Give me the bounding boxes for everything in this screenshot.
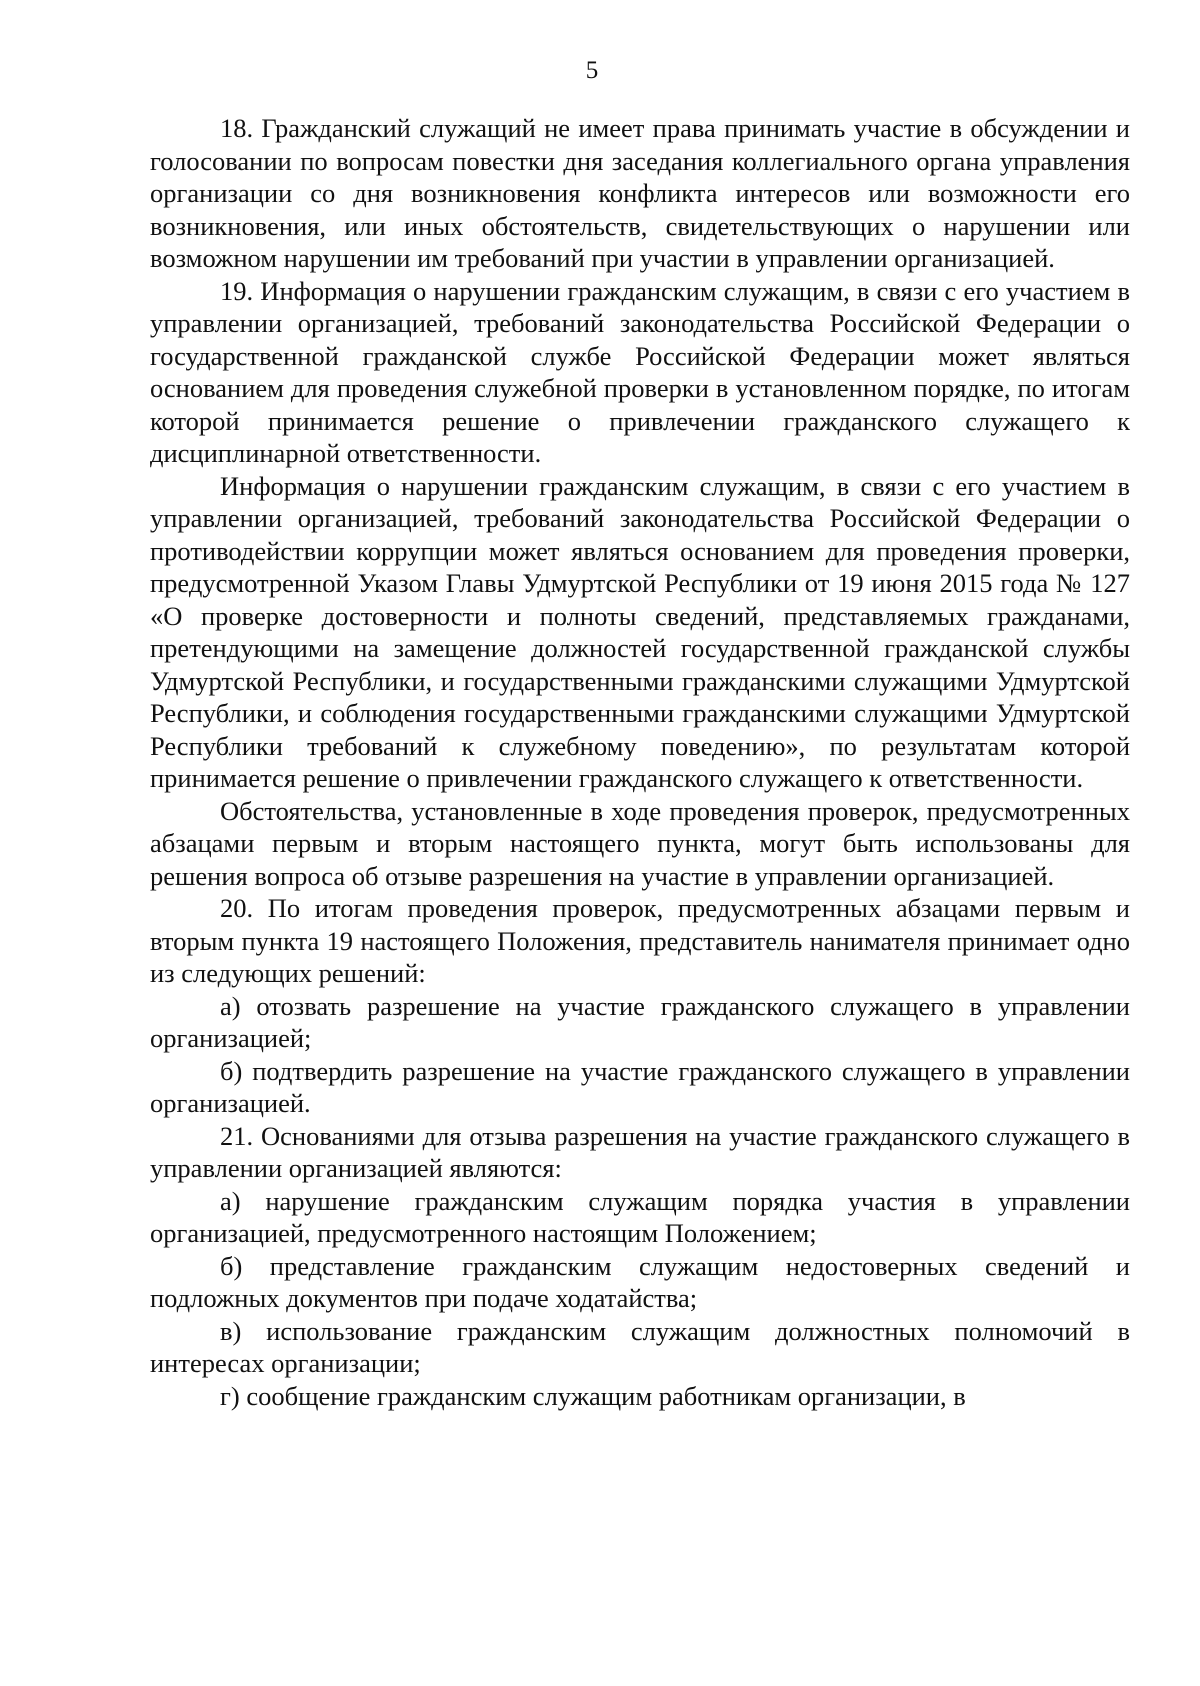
page-number: 5: [585, 57, 599, 84]
document-body: [150, 112, 1130, 1412]
paragraph-21-item-g: г) сообщение гражданским служащим работникам организации, в: [220, 1380, 966, 1411]
paragraph-19-part-3: Обстоятельства, установленные в ходе проведения проверок, предусмотренных абзацами первым и вторым настоящего пункта, могут быть использованы для решения вопроса об отзыве разрешения на участие в управлении организацией.: [150, 795, 1130, 891]
paragraph-21-item-a: а) нарушение гражданским служащим порядка участия в управлении организацией, предусмотренного настоящим Положением;: [150, 1185, 1130, 1248]
paragraph-19-part-2: Информация о нарушении гражданским служащим, в связи с его участием в управлении организацией, требований законодательства Российской Федерации о противодействии коррупции может являться основанием для проведения проверки, предусмотренной Указом Главы Удмуртской Республики от 19 июня 2015 года № 127 «О проверке достоверности и полноты сведений, представляемых гражданами, претендующими на замещение должностей государственной гражданской службы Удмуртской Республики, и государственными гражданскими служащими Удмуртской Республики, и соблюдения государственными гражданскими служащими Удмуртской Республики требований к служебному поведению», по результатам которой принимается решение о привлечении гражданского служащего к ответственности.: [150, 470, 1130, 793]
paragraph-21-item-v: в) использование гражданским служащим должностных полномочий в интересах организации;: [150, 1315, 1130, 1378]
paragraph-21: 21. Основаниями для отзыва разрешения на участие гражданского служащего в управлении организацией являются:: [150, 1120, 1130, 1183]
paragraph-20-item-a: а) отозвать разрешение на участие гражданского служащего в управлении организацией;: [150, 990, 1130, 1053]
paragraph-18: 18. Гражданский служащий не имеет права принимать участие в обсуждении и голосовании по вопросам повестки дня заседания коллегиального органа управления организации со дня возникновения конфликта интересов или возможности его возникновения, или иных обстоятельств, свидетельствующих о нарушении или возможном нарушении им требований при участии в управлении организацией.: [150, 113, 1130, 273]
paragraph-19: 19. Информация о нарушении гражданским служащим, в связи с его участием в управлении организацией, требований законодательства Российской Федерации о государственной гражданской службе Российской Федерации может являться основанием для проведения служебной проверки в установленном порядке, по итогам которой принимается решение о привлечении гражданского служащего к дисциплинарной ответственности.: [150, 275, 1130, 468]
paragraph-21-item-b: б) представление гражданским служащим недостоверных сведений и подложных документов при подаче ходатайства;: [150, 1250, 1130, 1313]
paragraph-20-item-b: б) подтвердить разрешение на участие гражданского служащего в управлении организацией.: [150, 1055, 1130, 1118]
paragraph-20: 20. По итогам проведения проверок, предусмотренных абзацами первым и вторым пункта 19 настоящего Положения, представитель нанимателя принимает одно из следующих решений:: [150, 893, 1130, 988]
